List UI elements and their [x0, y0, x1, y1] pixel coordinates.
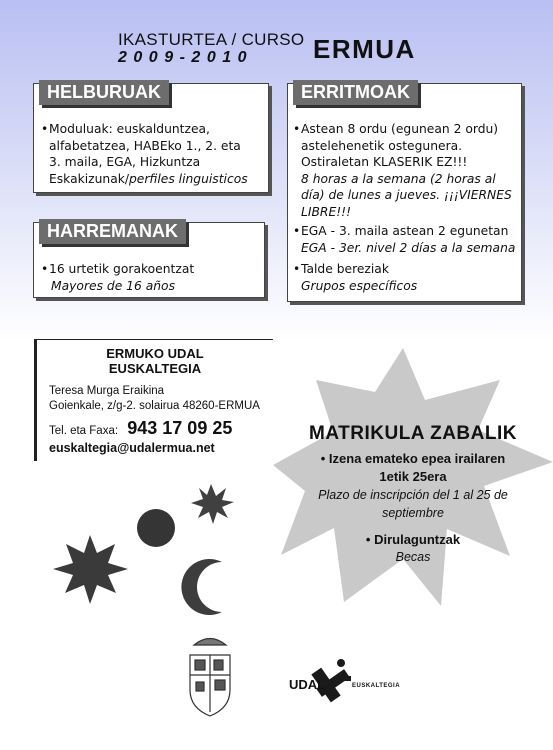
contact-name-line1: ERMUKO UDAL	[106, 346, 204, 361]
contact-address: Goienkale, z/g-2. solairua 48260-ERMUA	[49, 400, 260, 412]
erritmoak-heading: ERRITMOAK	[293, 80, 418, 105]
matrikula-line4: septiembre	[382, 506, 444, 520]
matrikula-line2: 1etik 25era	[379, 469, 447, 484]
matrikula-line5: • Dirulaguntzak	[365, 532, 461, 547]
course-label: IKASTURTEA / CURSO	[118, 30, 305, 49]
crescent-moon-icon	[181, 559, 222, 615]
contact-email: euskaltegia@udalermua.net	[49, 441, 215, 455]
medium-star-icon	[53, 535, 128, 604]
contact-name-line2: EUSKALTEGIA	[108, 361, 202, 376]
harremanak-bullet: •16 urtetik gorakoentzat Mayores de 16 años	[41, 262, 195, 293]
logo-udal-text: UDAL	[289, 677, 326, 692]
matrikula-title: MATRIKULA ZABALIK	[309, 423, 517, 444]
helburuak-bullet: •Moduluak: euskalduntzea, alfabetatzea, HABEko 1., 2. eta 3. maila, EGA, Hizkuntza Eskakizunak/perfiles linguisticos	[41, 122, 248, 186]
matrikula-line1: • Izena emateko epea irailaren	[320, 451, 506, 466]
matrikula-line6: Becas	[395, 550, 431, 564]
contact-phone: 943 17 09 25	[127, 418, 233, 438]
helburuak-heading: HELBURUAK	[39, 80, 169, 105]
erritmoak-bullet-ega: •EGA - 3. maila astean 2 egunetan EGA - 3er. nivel 2 días a la semana	[293, 224, 516, 255]
matrikula-line3: Plazo de inscripción del 1 al 25 de	[318, 488, 508, 502]
erritmoak-bullet-groups: •Talde bereziak Grupos específicos	[293, 262, 418, 293]
small-star-icon	[191, 484, 234, 524]
harremanak-heading: HARREMANAK	[39, 219, 186, 244]
sun-circle-icon	[137, 509, 175, 547]
erritmoak-bullet-schedule: •Astean 8 ordu (egunean 2 ordu) astelehenetik ostegunera. Ostiraletan KLASERIK EZ!!! 8 horas a la semana (2 horas al día) de lunes a jueves. ¡¡¡VIERNES LIBRE!!!	[293, 122, 512, 219]
contact-phone-label: Tel. eta Faxa:	[49, 425, 119, 437]
course-years: 2009-2010	[118, 49, 254, 66]
coat-of-arms-icon	[190, 639, 230, 717]
contact-person: Teresa Murga Eraikina	[49, 385, 165, 397]
logo-euskaltegia-text: EUSKALTEGIA	[352, 683, 401, 689]
town-title: ERMUA	[313, 34, 416, 64]
